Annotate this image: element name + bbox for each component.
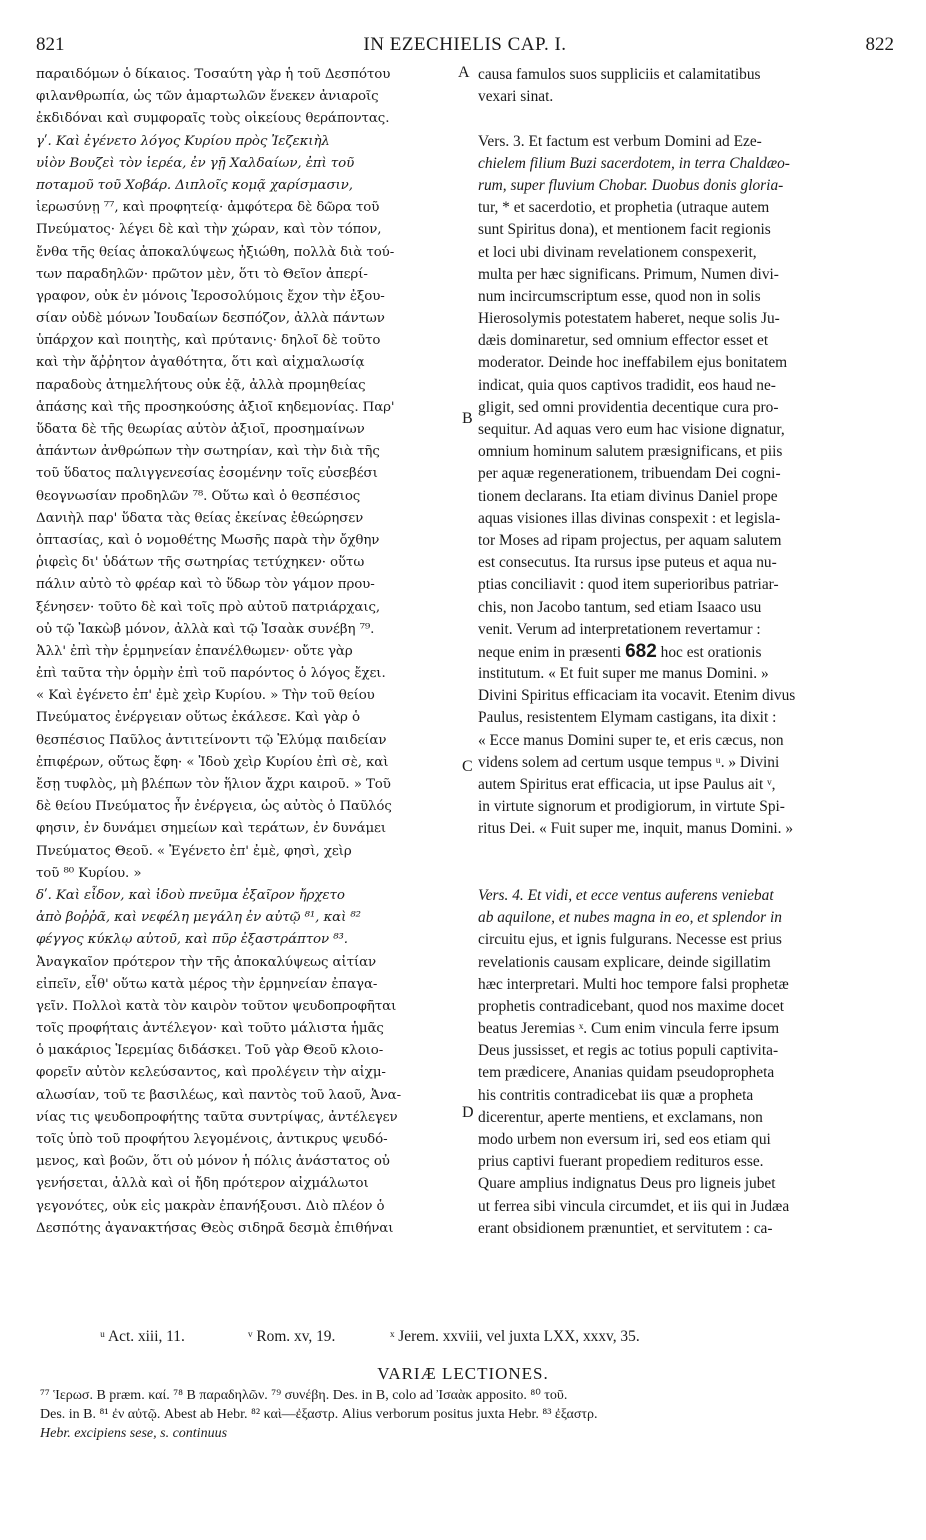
margin-marker-a: A xyxy=(458,64,470,81)
latin-text-line: sunt Spiritus dona), et mentionem facit regionis xyxy=(478,221,771,239)
greek-text-line: Δεσπότης ἀγανακτήσας Θεὸς σιδηρᾶ δεσμὰ ἐπιθήναι xyxy=(36,1220,394,1236)
latin-text-line: ut ferrea sibi vincula circumdet, et iis qui in Judæa xyxy=(478,1197,790,1215)
greek-text-line: ποταμοῦ τοῦ Χοβάρ. Διπλοῖς κομᾷ χαρίσμασιν, xyxy=(36,177,353,193)
greek-text-line: τοῦ ⁸⁰ Κυρίου. » xyxy=(36,865,142,881)
latin-text-line xyxy=(478,641,894,663)
latin-text-line: aquas visiones illas divinas conspexit : et legisla- xyxy=(478,509,781,527)
greek-text-line: « Καὶ ἐγένετο ἐπ' ἐμὲ χεὶρ Κυρίου. » Τὴν τοῦ θείου xyxy=(36,688,375,704)
latin-text-line: dicerentur, aperte mentiens, et exclamans, non xyxy=(478,1108,763,1126)
greek-text-line: νίας τις ψευδοπροφήτης ταῦτα συντρίψας, ἀντέλεγεν xyxy=(36,1109,398,1125)
greek-text-line: γραφον, οὐκ ἐν μόνοις Ἱεροσολύμοις ἔχον τὴν ἐξου- xyxy=(36,288,385,304)
footnote: ᵘ Act. xiii, 11. xyxy=(100,1328,185,1345)
greek-text-line: γʹ. Καὶ ἐγένετο λόγος Κυρίου πρὸς Ἰεζεκιὴλ xyxy=(36,133,330,149)
latin-text-line: hæc interpretari. Multi hoc tempore falsi prophetæ xyxy=(478,975,789,993)
latin-text-line: erant obsidionem prænuntiet, et servitutem : ca- xyxy=(478,1219,773,1237)
latin-column xyxy=(478,64,894,1240)
latin-text-line: per aquæ regenerationem, tribuendam Dei cogni- xyxy=(478,465,781,483)
latin-text-line: sequitur. Ad aquas vero eum hac visione dignatur, xyxy=(478,421,785,438)
greek-text-line: ἁπάσης καὶ τῆς προσηκούσης ἀξιοῖ κηδεμονίας. Παρ' xyxy=(36,399,395,415)
greek-text-line: θεσπέσιος Παῦλος ἀντιτείνοντι τῷ Ἐλύμᾳ παιδείαν xyxy=(36,732,387,748)
latin-text-line: circuitu ejus, et ignis fulgurans. Necesse est prius xyxy=(478,931,782,949)
latin-text-line: beatus Jeremias ˣ. Cum enim vincula ferre ipsum xyxy=(478,1020,780,1038)
greek-text-line: τοῖς προφήταις ἀντέλεγον· καὶ τοῦτο μάλιστα ἡμᾶς xyxy=(36,1021,384,1037)
page-number-right: 822 xyxy=(865,34,894,55)
greek-text-line: οὐ τῷ Ἰακὼβ μόνον, ἀλλὰ καὶ τῷ Ἰσαὰκ συνέβη ⁷⁹. xyxy=(36,621,375,637)
footnote: ˣ Jerem. xxviii, vel juxta LXX, xxxv, 35. xyxy=(390,1328,640,1345)
latin-text-line: tem prædicere, Ananias quidam pseudopropheta xyxy=(478,1064,775,1082)
greek-text-line: γενήσεται, ἀλλὰ καὶ οἱ ἤδη πρότερον αἰχμάλωτοι xyxy=(36,1176,369,1192)
greek-text-line: γεγονότες, οὐκ εἰς μακρὰν ἐπανήξουσι. Διὸ πλέον ὁ xyxy=(36,1198,385,1214)
page-number-left: 821 xyxy=(36,34,65,55)
greek-text-line: σίαν οὐδὲ μόνων Ἰουδαίων δεσπόζον, ἀλλὰ πάντων xyxy=(36,311,385,327)
greek-text-line: μενος, καὶ βοῶν, ὅτι οὐ μόνον ἡ πόλις ἀνάστατος οὐ xyxy=(36,1154,390,1170)
margin-marker-d: D xyxy=(462,1104,474,1121)
running-header xyxy=(36,34,894,58)
latin-text-line: Divini Spiritus efficaciam ita vocavit. Etenim divus xyxy=(478,687,796,705)
blank-line xyxy=(478,863,894,885)
latin-text-line: ptias conciliavit : quod item superioribus patriar- xyxy=(478,576,779,594)
variae-lectiones xyxy=(40,1386,894,1443)
latin-text-line: revelationis causam explicare, deinde sigillatim xyxy=(478,953,771,971)
latin-text-line: chielem filium Buzi sacerdotem, in terra Chaldæo- xyxy=(478,154,790,172)
latin-line-end: hoc est orationis xyxy=(660,643,762,661)
latin-text-line: tor Moses ad ripam projectus, per aquam salutem xyxy=(478,531,782,549)
latin-text-line: institutum. « Et fuit super me manus Domini. » xyxy=(478,665,769,683)
variant-line: ⁷⁷ Ἱερωσ. B præm. καί. ⁷⁸ B παραδηλῶν. ⁷⁹ συνέβη. Des. in B, colo ad Ἰσαὰκ apposito. ⁸⁰ τοῦ. xyxy=(40,1388,568,1403)
greek-text-line: ξένησεν· τοῦτο δὲ καὶ τοῖς πρὸ αὐτοῦ πατριάρχαις, xyxy=(36,599,381,615)
latin-text-line: autem Spiritus erat efficacia, ut ipse Paulus ait ᵛ, xyxy=(478,776,776,793)
migne-page-number: 682 xyxy=(625,640,657,662)
variant-line: Hebr. excipiens sese, s. continuus xyxy=(40,1426,228,1441)
greek-text-line: ἁπάντων ἀνθρώπων τὴν σωτηρίαν, καὶ τὴν διὰ τῆς xyxy=(36,444,380,460)
greek-text-line: ἐκδιδόναι καὶ συμφοραῖς τοὺς οἰκείους θεράποντας. xyxy=(36,111,390,127)
greek-text-line: Ἀλλ' ἐπὶ τὴν ἑρμηνείαν ἐπανέλθωμεν· οὔτε γὰρ xyxy=(36,643,353,659)
running-title: IN EZECHIELIS CAP. I. xyxy=(363,34,567,55)
greek-text-line: γεῖν. Πολλοὶ κατὰ τὸν καιρὸν τοῦτον ψευδοπροφῆται xyxy=(36,998,397,1014)
greek-text-line: φέγγος κύκλῳ αὐτοῦ, καὶ πῦρ ἐξαστράπτον ⁸³. xyxy=(36,932,348,948)
latin-text-line: Vers. 4. Et vidi, et ecce ventus auferens veniebat xyxy=(478,886,774,904)
latin-text-line: indicat, quia quos captivos tradidit, eos haud ne- xyxy=(478,376,776,394)
greek-text-line: Ἀναγκαῖον πρότερον τὴν τῆς ἀποκαλύψεως αἰτίαν xyxy=(36,954,377,970)
greek-text-line: θεογνωσίαν προδηλῶν ⁷⁸. Οὕτω καὶ ὁ θεσπέσιος xyxy=(36,488,361,504)
greek-text-line: παραιδόμων ὁ δίκαιος. Τοσαύτη γὰρ ἡ τοῦ Δεσπότου xyxy=(36,67,391,82)
latin-text-line: omnium hominum salutem præsignificans, et piis xyxy=(478,443,783,461)
greek-text-line: ἔνθα τῆς θείας ἀποκαλύψεως ἠξιώθη, πολλὰ διὰ τού- xyxy=(36,244,395,260)
greek-text-line: ἀπὸ βοῤῥᾶ, καὶ νεφέλη μεγάλη ἐν αὐτῷ ⁸¹, καὶ ⁸² xyxy=(36,910,361,926)
greek-text-line: ἔσῃ τυφλὸς, μὴ βλέπων τὸν ἥλιον ἄχρι καιροῦ. » Τοῦ xyxy=(36,777,391,792)
footnote: ᵛ Rom. xv, 19. xyxy=(248,1328,336,1345)
latin-text-line: et loci ubi divinam revelationem conspexerit, xyxy=(478,243,757,261)
greek-text-line: αλωσίαν, τοῦ τε βασιλέως, καὶ παντὸς τοῦ λαοῦ, Ἀνα- xyxy=(36,1087,402,1103)
latin-text-line: tur, * et sacerdotio, et prophetia (utraque autem xyxy=(478,199,770,217)
latin-text-line: prophetis contradicebant, quod nos maxime docet xyxy=(478,997,785,1015)
greek-column xyxy=(36,64,460,1240)
greek-text-line: ὀπτασίας, καὶ ὁ νομοθέτης Μωσῆς παρὰ τὴν ὄχθην xyxy=(36,532,380,548)
latin-text-line: prius captivi fuerant propediem redituros esse. xyxy=(478,1153,764,1171)
greek-text-line: δʹ. Καὶ εἶδον, καὶ ἰδοὺ πνεῦμα ἐξαῖρον ἤρχετο xyxy=(36,887,345,903)
greek-text-line: πάλιν αὐτὸ τὸ φρέαρ καὶ τὸ ὕδωρ τὸν γάμον πρου- xyxy=(36,577,375,593)
latin-text-line: Paulus, resistentem Elymam castigans, ita dixit : xyxy=(478,709,777,727)
greek-text-line: ῥιφεὶς δι' ὑδάτων τῆς σωτηρίας τετύχηκεν· οὕτω xyxy=(36,555,365,571)
margin-marker-c: C xyxy=(462,758,473,775)
latin-text-line: dæis dominaretur, sed omnium effector esset et xyxy=(478,332,769,350)
greek-text-line: των παραδηλῶν· πρῶτον μὲν, ὅτι τὸ Θεῖον ἀπερί- xyxy=(36,266,368,282)
greek-text-line: καὶ τὴν ἄῤῥητον ἀγαθότητα, ὅτι καὶ αἰχμαλωσίᾳ xyxy=(36,355,365,371)
latin-text-line: causa famulos suos suppliciis et calamitatibus xyxy=(478,66,761,83)
greek-text-line: ἐπιφέρων, οὕτως ἔφη· « Ἰδοὺ χεὶρ Κυρίου ἐπὶ σὲ, καὶ xyxy=(36,754,389,770)
greek-text-line: ὑπάρχον καὶ ποιητὴς, καὶ πρύτανις· δηλοῖ δὲ τοῦτο xyxy=(36,333,381,349)
latin-text-line: est consecutus. Ita rursus ipse puteus et aqua nu- xyxy=(478,554,777,572)
latin-text-line: ritus Dei. « Fuit super me, inquit, manus Domini. » xyxy=(478,820,794,838)
latin-text-line: ab aquilone, et nubes magna in eo, et splendor in xyxy=(478,909,782,927)
greek-text-line: Πνεύματος· λέγει δὲ καὶ τὴν χώραν, καὶ τὸν τόπον, xyxy=(36,222,382,238)
latin-text-line: num incircumscriptum esse, quod non in solis xyxy=(478,287,761,305)
latin-text-line: multa per hæc significans. Primum, Numen divi- xyxy=(478,265,779,283)
latin-text-line: Hierosolymis potestatem haberet, neque solis Ju- xyxy=(478,310,780,328)
greek-text-line: φιλανθρωπία, ὡς τῶν ἁμαρτωλῶν ἕνεκεν ἀνιαροῖς xyxy=(36,89,379,105)
greek-text-line: δὲ θείου Πνεύματος ἦν ἐνέργεια, ὡς αὐτὸς ὁ Παῦλός xyxy=(36,799,392,815)
latin-text-line: modo urbem non eversum iri, sed eos etiam qui xyxy=(478,1131,771,1148)
greek-text-line: ὁ μακάριος Ἱερεμίας διδάσκει. Τοῦ γὰρ Θεοῦ κλοιο- xyxy=(36,1043,384,1059)
greek-text-line: ἱερωσύνῃ ⁷⁷, καὶ προφητείᾳ· ἀμφότερα δὲ δῶρα τοῦ xyxy=(36,200,380,216)
greek-text-line: τοῖς ὑπὸ τοῦ προφήτου λεγομένοις, ἀντικρυς ψευδό- xyxy=(36,1132,388,1147)
latin-line-start: neque enim in præsenti xyxy=(478,643,622,661)
blank-line xyxy=(478,841,894,863)
margin-marker-b: B xyxy=(462,410,473,427)
latin-text-line: his contritis contradicebat iis quæ a propheta xyxy=(478,1086,754,1104)
blank-line xyxy=(478,108,894,130)
latin-text-line: venit. Verum ad interpretationem revertamur : xyxy=(478,620,761,638)
latin-text-line: moderator. Deinde hoc ineffabilem ejus bonitatem xyxy=(478,354,788,372)
variant-line: Des. in B. ⁸¹ ἐν αὐτῷ. Abest ab Hebr. ⁸² καὶ—ἐξαστρ. Alius verborum positus juxta Hebr. ⁸³ ἐξαστρ. xyxy=(40,1407,598,1422)
variae-lectiones-title: VARIÆ LECTIONES. xyxy=(377,1364,549,1383)
greek-text-line: τοῦ ὕδατος παλιγγενεσίας ἐσομένην τοῖς εὐσεβέσι xyxy=(36,466,378,482)
latin-text-line: chis, non Jacobo tantum, sed etiam Isaaco usu xyxy=(478,598,762,616)
greek-text-line: υἱὸν Βουζεὶ τὸν ἱερέα, ἐν γῇ Χαλδαίων, ἐπὶ τοῦ xyxy=(36,155,355,171)
greek-text-line: Πνεύματος Θεοῦ. « Ἐγένετο ἐπ' ἐμὲ, φησὶ, χεὶρ xyxy=(36,843,352,859)
greek-text-line: παραδοὺς ἀτημελήτους οὐκ ἐᾷ, ἀλλὰ προμηθείας xyxy=(36,377,366,393)
greek-text-line: ἐπὶ ταῦτα τὴν ὁρμὴν ἐπὶ τοῦ παρόντος ὁ λόγος ἔχει. xyxy=(36,666,386,682)
latin-text-line: Quare amplius indignatus Deus pro ligneis jubet xyxy=(478,1175,776,1193)
latin-text-line: gligit, sed omni providentia decentique cura pro- xyxy=(478,398,779,416)
greek-text-line: φησιν, ἐν δυνάμει σημείων καὶ τεράτων, ἐν δυνάμει xyxy=(36,821,387,837)
latin-text-line: tionem declarans. Ita etiam divinus Daniel prope xyxy=(478,487,778,505)
latin-text-line: vexari sinat. xyxy=(478,88,554,106)
greek-text-line: εἰπεῖν, εἶθ' οὕτω κατὰ μέρος τὴν ἑρμηνείαν ἐπαγα- xyxy=(36,976,378,992)
greek-text-line: ὕδατα δὲ τῆς θεωρίας αὐτὸν ἀξιοῖ, προσημαίνων xyxy=(36,422,365,437)
greek-text-line: Δανιὴλ παρ' ὕδατα τὰς θείας ἐκείνας ἐθεώρησεν xyxy=(36,510,364,526)
greek-text-line: φορεῖν αὐτὸν κελεύσαντος, καὶ προλέγειν τὴν αἰχμ- xyxy=(36,1065,386,1081)
latin-text-line: in virtute signorum et prodigiorum, in virtute Spi- xyxy=(478,798,785,816)
latin-text-line: « Ecce manus Domini super te, et eris cæcus, non xyxy=(478,731,784,749)
latin-text-line: Vers. 3. Et factum est verbum Domini ad Eze- xyxy=(478,132,762,150)
latin-text-line: rum, super fluvium Chobar. Duobus donis gloria- xyxy=(478,176,784,194)
greek-text-line: Πνεύματος ἐνέργειαν οὕτως ἐκάλεσε. Καὶ γὰρ ὁ xyxy=(36,710,360,726)
latin-text-line: videns solem ad certum usque tempus ᵘ. » Divini xyxy=(478,753,780,771)
latin-text-line: Deus jussisset, et regis ac totius populi captivita- xyxy=(478,1042,779,1060)
